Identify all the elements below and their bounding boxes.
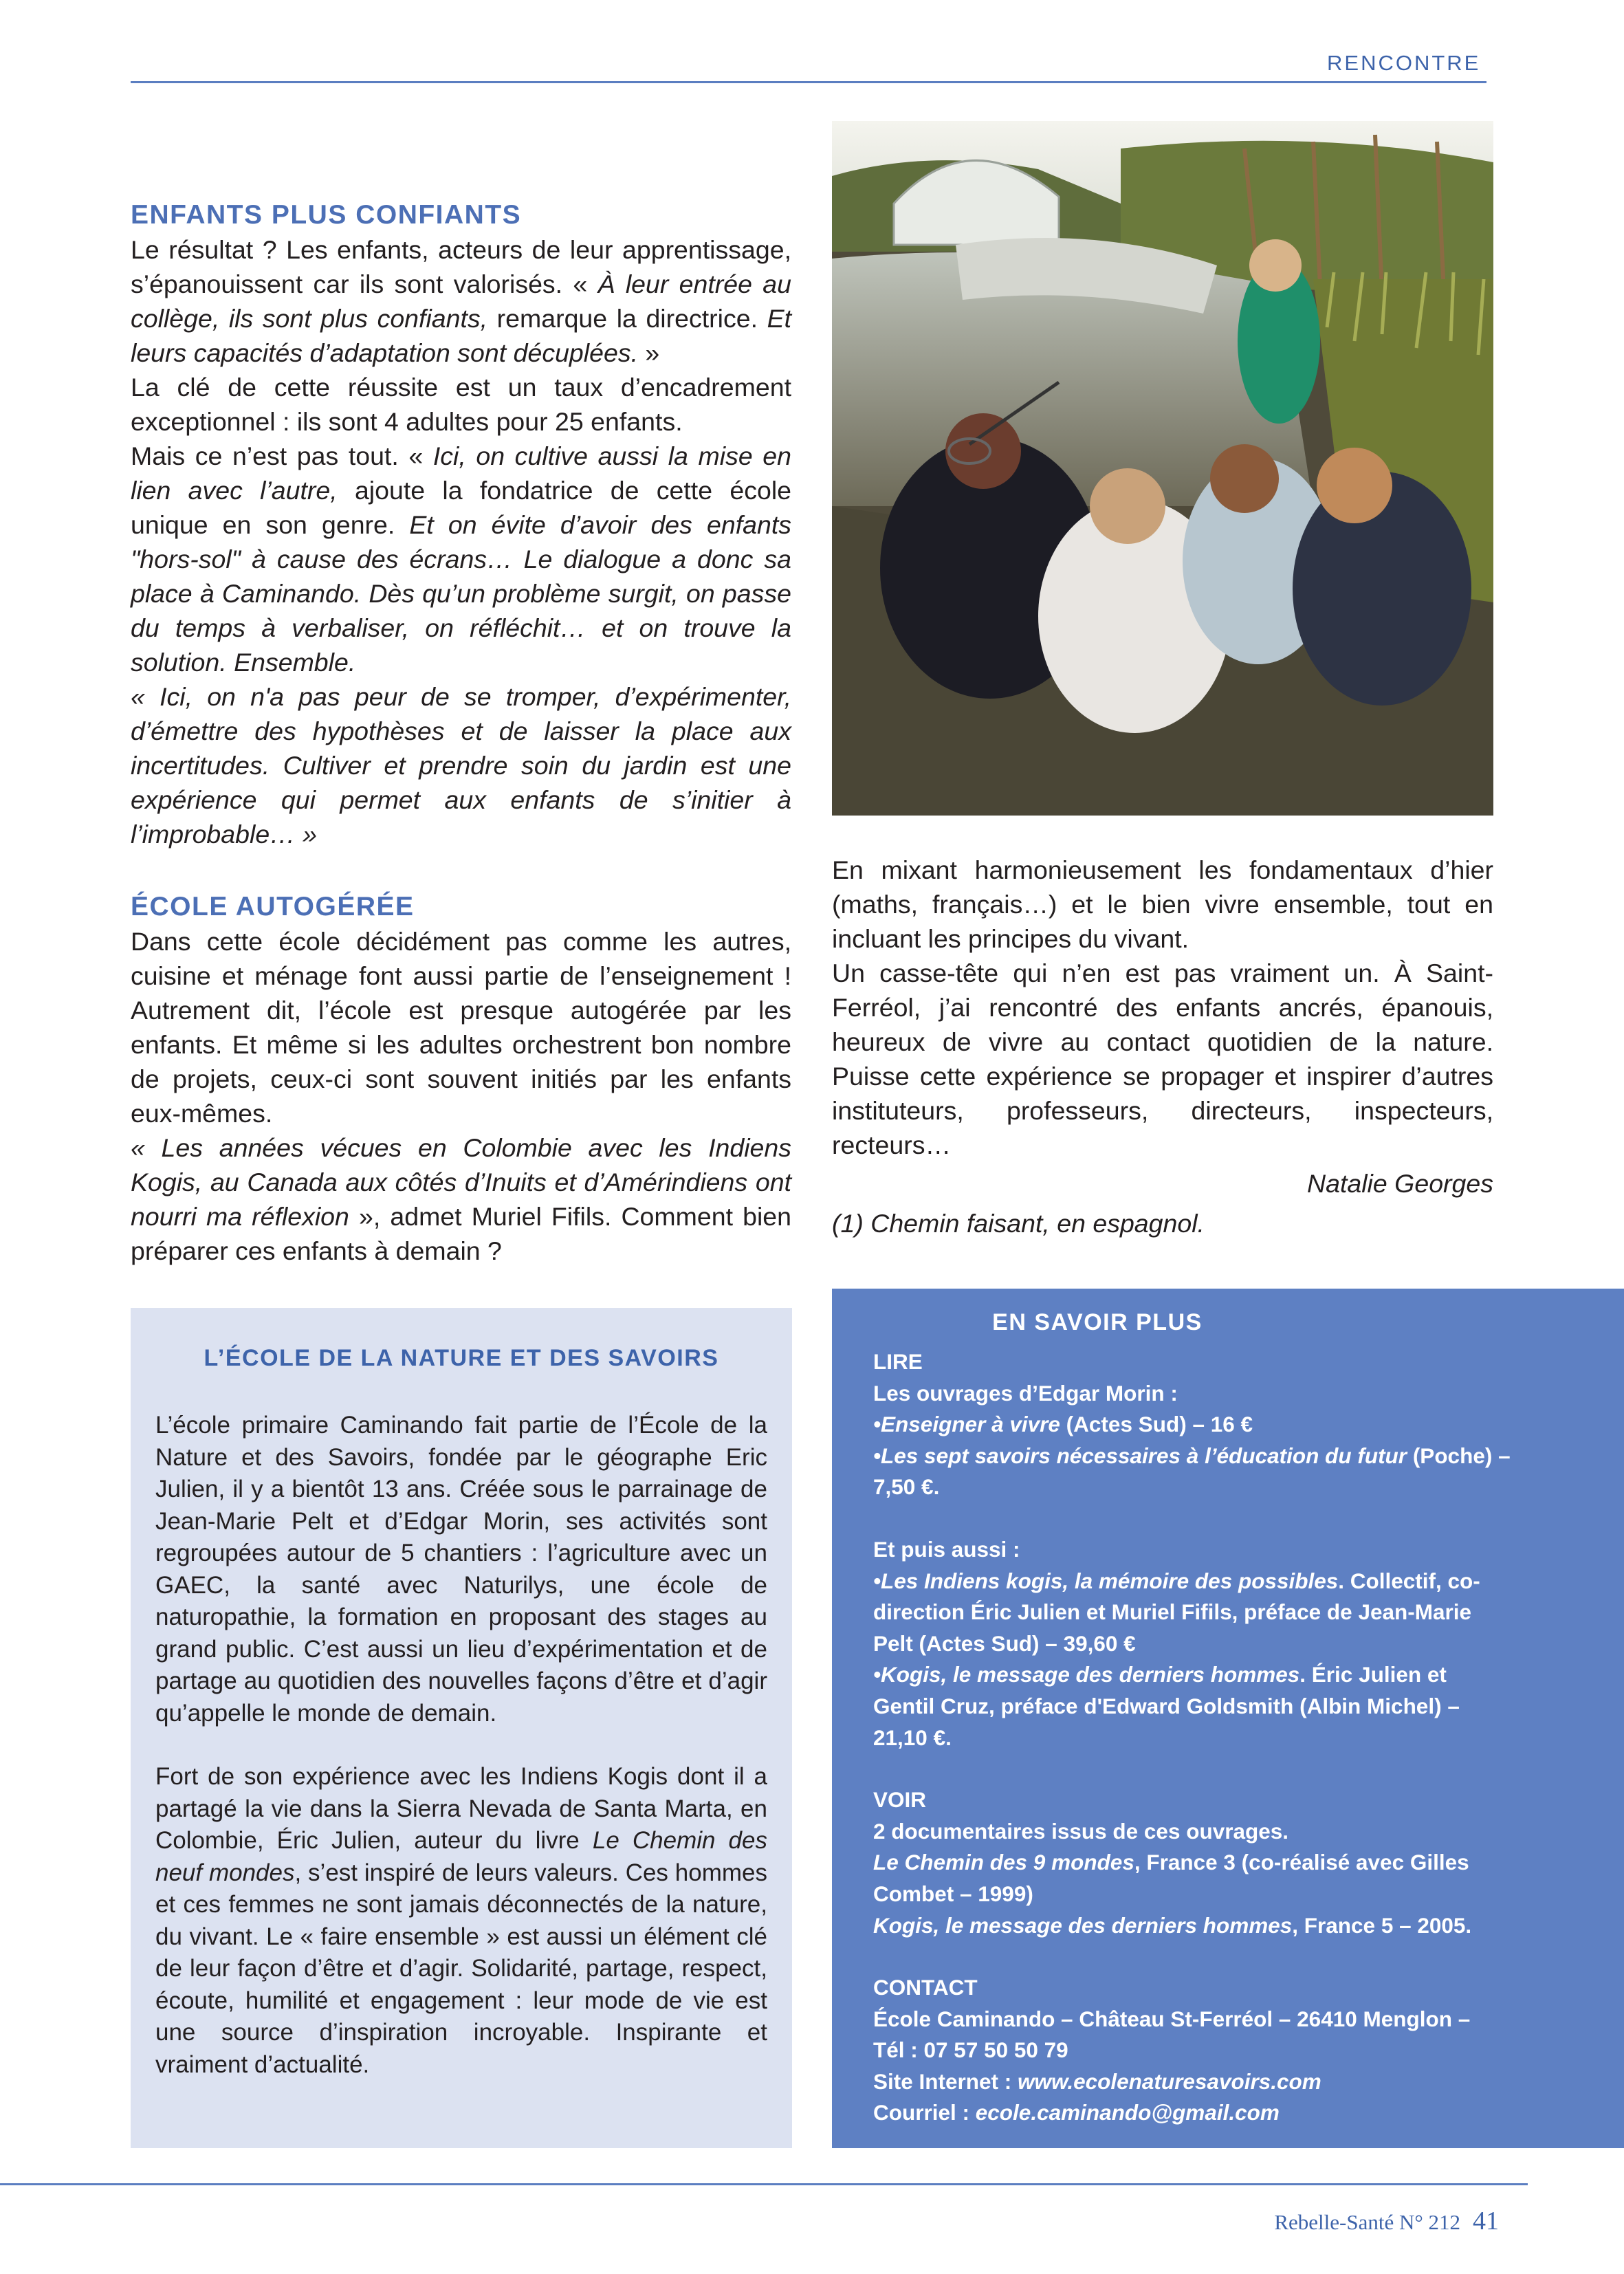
group-line [873,1378,1513,1410]
text-run: remarque la directrice. [487,304,767,333]
text-run: École Caminando – Château St-Ferréol – 26410 Menglon – [873,2006,1471,2031]
text-run: Kogis, le message des derniers hommes [873,1912,1293,1938]
website-line[interactable] [873,2066,1513,2098]
group-line [873,1784,1513,1816]
group-et-puis-aussi [873,1534,1513,1753]
page-footer [1155,2206,1499,2236]
group-line [873,1847,1513,1910]
text-run: Le résultat ? Les enfants, acteurs de leur apprentissage, s’épanouissent car ils sont valorisés. « [131,235,791,298]
group-line [873,1816,1513,1848]
text-run: En mixant harmonieusement les fondamentaux d’hier (maths, français…) et le bien vivre ensemble, tout en incluant les principes du vivant. [832,855,1493,953]
photo-illustration [832,121,1493,816]
text-run: » [638,338,660,367]
right-column [832,853,1493,1240]
page-number: 41 [1473,2207,1499,2235]
text-run: •Enseigner à vivre [873,1412,1060,1437]
text-run: Dans cette école décidément pas comme les autres, cuisine et ménage font aussi partie de l’enseignement ! Autrement dit, l’école est presque autogérée par les enfants. Et même si les adultes orchestrent bon nombre de projets, ceux-ci sont souvent initiés par les enfants eux-mêmes. [131,927,791,1128]
group-line [873,1346,1513,1378]
group-line [873,1910,1513,1942]
paragraph [155,1761,767,2081]
text-run: •Les Indiens kogis, la mémoire des possibles [873,1568,1339,1593]
section-label: RENCONTRE [1327,51,1481,75]
text-run: « Les années vécues en Colombie avec les Indiens Kogis, au Canada aux côtés d’Inuits et d’Amérindiens ont nourri ma réflexion [131,1133,791,1231]
text-run: , France 3 (co-réalisé avec Gilles Combet – 1999) [873,1850,1469,1906]
group-contact [873,1972,1513,2129]
paragraph [131,1130,791,1268]
text-run: ajoute la fondatrice de cette école unique en son genre. [131,476,792,539]
paragraph [832,853,1493,956]
text-run: Ici, on cultive aussi la mise en lien avec l’autre, [131,441,791,505]
text-run: •Kogis, le message des derniers hommes [873,1662,1300,1687]
text-run: 2 documentaires issus de ces ouvrages. [873,1818,1289,1844]
text-run: L’école primaire Caminando fait partie de l’École de la Nature et des Savoirs, fondée par le géographe Eric Julien, il y a bientôt 13 ans. Créée sous le parrainage de Jean-Marie Pelt et d’Edgar Morin, ses activités sont regroupées autour de 5 chantiers : l’agriculture avec un GAEC, la santé avec Naturilys, une école de naturopathie, la formation en proposant des stages au grand public. C’est aussi un lieu d’expérimentation et de partage au quotidien des nouvelles façons d’être et d’agir qu’appelle le monde de demain. [155,1412,767,1727]
footnote: (1) Chemin faisant, en espagnol. [832,1209,1205,1238]
group-line [873,1409,1513,1441]
email-line[interactable] [873,2097,1513,2129]
text-run: À leur entrée au collège, ils sont plus confiants, [131,270,791,333]
text-run: Le Chemin des 9 mondes [873,1850,1134,1875]
text-run: , France 5 – 2005. [1292,1912,1472,1938]
text-run: Site Internet : [873,2068,1018,2094]
paragraph [131,370,791,439]
text-run: VOIR [873,1787,927,1813]
group-line [873,1659,1513,1753]
text-run: « Ici, on n'a pas peur de se tromper, d’expérimenter, d’émettre des hypothèses et de laisser la place aux incertitudes. Cultiver et prendre soin du jardin est une expérience qui permet aux enfants de s’initier à l’improbable… » [131,682,791,849]
text-run: Courriel : [873,2100,976,2125]
text-run: Et leurs capacités d’adaptation sont décuplées. [131,304,791,367]
group-line [873,2004,1513,2035]
text-run: ecole.caminando@gmail.com [975,2100,1280,2125]
sidebar-en-savoir-plus [832,1289,1624,2148]
text-run: , s’est inspiré de leurs valeurs. Ces hommes et ces femmes ne sont jamais déconnectés de la nature, du vivant. Le « faire ensemble » est aussi un élément clé de leur façon d’être et d’agir. Solidarité, partage, respect, écoute, humilité et engagement : leur mode de vie est une source d’inspiration incroyable. Inspirante et vraiment d’actualité. [155,1859,767,2078]
author-signature: Natalie Georges [1307,1169,1493,1198]
text-run: (Actes Sud) – 16 € [1060,1412,1253,1437]
text-run: Tél : 07 57 50 50 79 [873,2037,1068,2063]
paragraph [131,679,791,851]
text-run: . Collectif, co-direction Éric Julien et Muriel Fifils, préface de Jean-Marie Pelt (Actes Sud) – 39,60 € [873,1568,1480,1656]
group-voir [873,1784,1513,1941]
text-run: Et on évite d’avoir des enfants "hors-sol" à cause des écrans… Le dialogue a donc sa place à Caminando. Dès qu’un problème surgit, on passe du temps à verbaliser, on réfléchit… et on trouve la solution. Ensemble. [131,510,791,677]
text-run: Fort de son expérience avec les Indiens Kogis dont il a partagé la vie dans la Sierra Nevada de Santa Marta, en Colombie, Éric Julien, auteur du livre [155,1763,767,1854]
text-run: », admet Muriel Fifils. Comment bien préparer ces enfants à demain ? [131,1202,791,1265]
text-run: LIRE [873,1349,923,1374]
heading-ecole-autogeree: ÉCOLE AUTOGÉRÉE [131,892,415,921]
top-rule [131,81,1486,83]
text-run: CONTACT [873,1975,978,2000]
text-run: •Les sept savoirs nécessaires à l’éducation du futur [873,1443,1407,1468]
group-line [873,1441,1513,1503]
paragraph [832,956,1493,1162]
heading-enfants-plus-confiants: ENFANTS PLUS CONFIANTS [131,200,522,230]
text-run: . Éric Julien et Gentil Cruz, préface d'Edward Goldsmith (Albin Michel) – 21,10 €. [873,1662,1460,1750]
box-title: L’ÉCOLE DE LA NATURE ET DES SAVOIRS [204,1345,719,1371]
group-line [873,2035,1513,2066]
group-line [873,1566,1513,1660]
paragraph [131,232,791,370]
text-run: Un casse-tête qui n’en est pas vraiment un. À Saint-Ferréol, j’ai rencontré des enfants ancrés, épanouis, heureux de vivre au contact quotidien de la nature. Puisse cette expérience se propager et inspirer d’autres instituteurs, professeurs, directeurs, inspecteurs, recteurs… [832,959,1493,1159]
bottom-rule [0,2183,1528,2185]
text-run: La clé de cette réussite est un taux d’encadrement exceptionnel : ils sont 4 adultes pour 25 enfants. [131,373,791,436]
box-body [155,1410,767,2081]
group-line [873,1534,1513,1566]
box-title: EN SAVOIR PLUS [992,1309,1203,1335]
photo-children-at-pond [832,121,1493,816]
sidebar-ecole-nature-savoirs [131,1308,792,2148]
text-run: (Poche) – 7,50 €. [873,1443,1511,1500]
group-line [873,1972,1513,2004]
text-run: www.ecolenaturesavoirs.com [1018,2068,1321,2094]
text-run: Mais ce n’est pas tout. « [131,441,433,470]
text-run: Le Chemin des neuf mondes [155,1827,767,1886]
left-column [131,198,791,1268]
text-run: Et puis aussi : [873,1536,1020,1562]
magazine-name: Rebelle-Santé N° 212 [1274,2210,1460,2234]
paragraph [131,924,791,1130]
group-lire [873,1346,1513,1503]
paragraph [131,439,791,679]
paragraph [155,1410,767,1729]
text-run: Les ouvrages d’Edgar Morin : [873,1380,1178,1406]
